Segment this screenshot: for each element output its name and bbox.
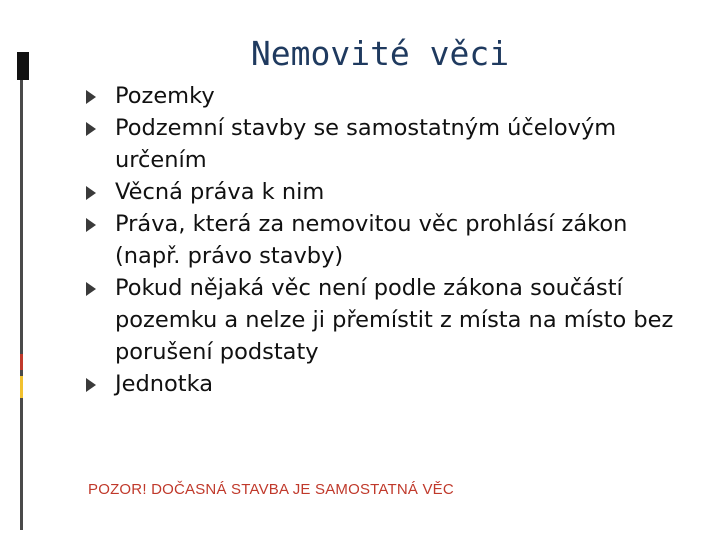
- bullet-text: Věcná práva k nim: [115, 179, 325, 205]
- bullet-text: Pokud nějaká věc není podle zákona součástí pozemku a nelze ji přemístit z místa na místo bez porušení podstaty: [115, 275, 674, 365]
- bullet-text: Pozemky: [115, 83, 215, 109]
- bullet-item: [86, 80, 686, 112]
- triangle-bullet-icon: [86, 218, 96, 232]
- triangle-bullet-icon: [86, 282, 96, 296]
- triangle-bullet-icon: [86, 90, 96, 104]
- bullet-item: [86, 176, 686, 208]
- warning-note: POZOR! DOČASNÁ STAVBA JE SAMOSTATNÁ VĚC: [88, 481, 454, 498]
- bullet-text: Jednotka: [115, 371, 214, 397]
- bullet-item: [86, 368, 686, 400]
- accent-mark-red: [20, 354, 23, 370]
- triangle-bullet-icon: [86, 186, 96, 200]
- bullet-item: [86, 208, 686, 272]
- triangle-bullet-icon: [86, 122, 96, 136]
- accent-mark-yellow: [20, 376, 23, 398]
- bullet-text: Práva, která za nemovitou věc prohlásí zákon (např. právo stavby): [115, 211, 628, 269]
- bullet-item: [86, 272, 686, 368]
- triangle-bullet-icon: [86, 378, 96, 392]
- slide-title: Nemovité věci: [250, 34, 510, 73]
- bullet-list: [86, 80, 686, 400]
- bullet-item: [86, 112, 686, 176]
- bullet-text: Podzemní stavby se samostatným účelovým určením: [115, 115, 617, 173]
- accent-line: [20, 80, 23, 530]
